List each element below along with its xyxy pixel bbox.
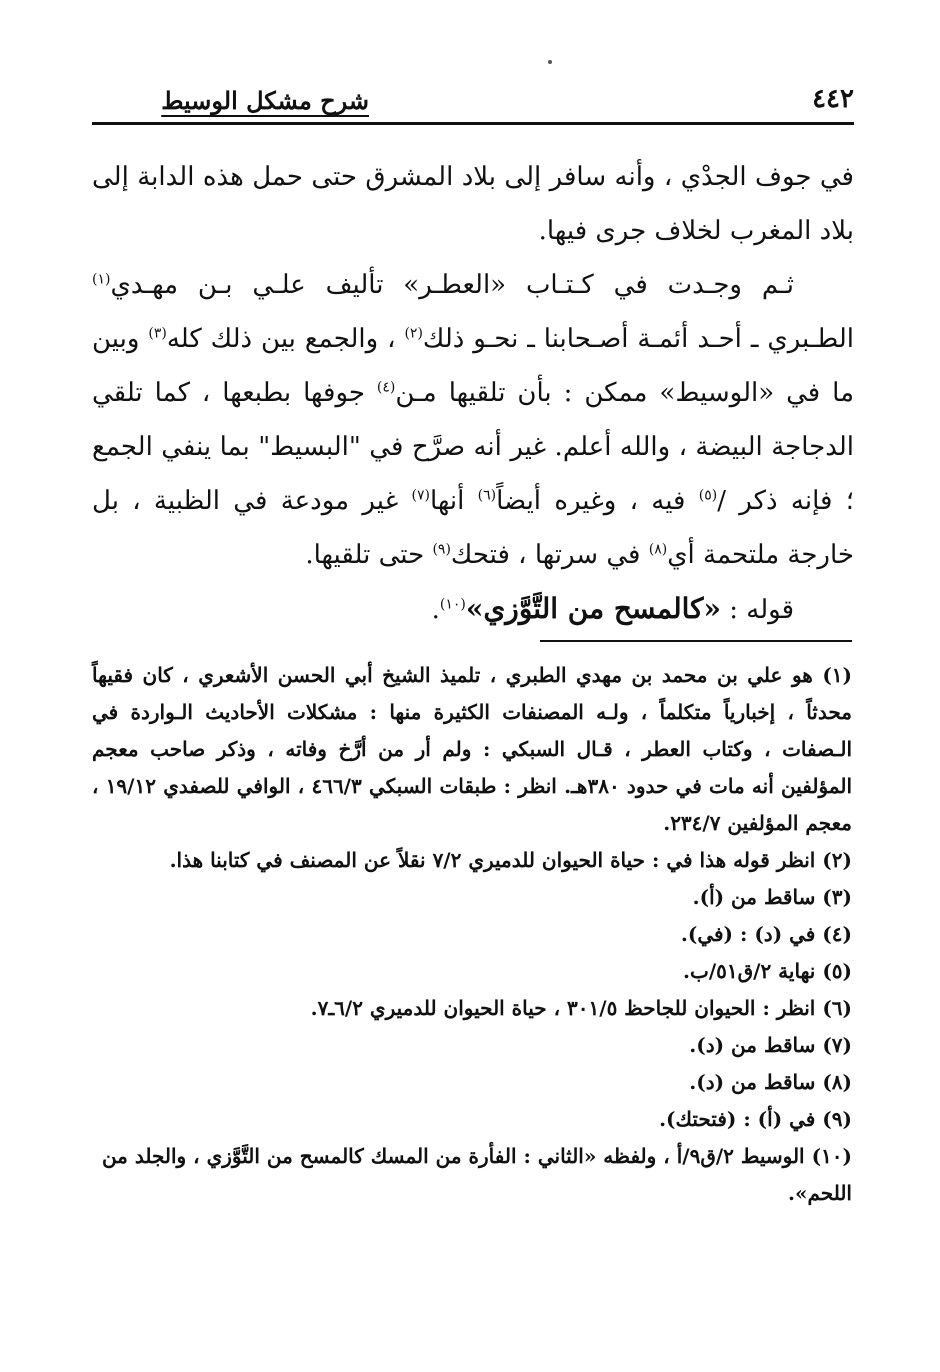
footnote-6: (٦) انظر : الحيوان للجاحظ ٣٠١/٥ ، حياة الحيوان للدميري ٦/٢ـ٧. [310, 996, 852, 1020]
text-run: حتى تلقيها. [305, 540, 433, 570]
text-run: فيه ، وغيره أيضاً [496, 486, 699, 516]
footnote-ref: (٥) [698, 487, 718, 504]
footnote-2: (٢) انظر قوله هذا في : حياة الحيوان للدميري ٧/٢ نقلاً عن المصنف في كتابنا هذا. [169, 848, 852, 872]
text-run: وبين ما في «الوسيط» ممكن : بأن تلقيها مـن [92, 324, 854, 408]
text-run: جوفها بطبعها ، كما تلقي الدجاجة البيضة ، والله أعلم. غير أنه صرَّح في "البسيط" بما ينفي الجمع ؛ فإنه ذكر / [92, 378, 854, 516]
text-run: الطـبري ـ أحـد أئمـة أصـحابنا ـ نحـو ذلك [422, 324, 854, 354]
footnote-7: (٧) ساقط من (د). [689, 1033, 852, 1057]
text-run: في سرتها ، فتحك [450, 540, 649, 570]
paragraph-2 [92, 258, 854, 582]
footnote-3: (٣) ساقط من (أ). [692, 885, 852, 909]
text-run: أنها [429, 486, 478, 516]
footnote-ref: (٤) [376, 379, 396, 396]
text-run: غير مودعة في الظبية ، بل خارجة ملتحمة أي [92, 486, 854, 570]
text-run: قوله : [720, 595, 794, 625]
footnote-ref: (٣) [148, 325, 167, 342]
text-run: . [431, 595, 440, 625]
footnote-9: (٩) في (أ) : (فتحتك). [659, 1107, 852, 1131]
page-header [92, 82, 854, 125]
footnote-8: (٨) ساقط من (د). [689, 1070, 852, 1094]
text-run: ، والجمع بين ذلك كله [166, 324, 405, 354]
running-title: شرح مشكل الوسيط [161, 86, 369, 115]
footnote-ref: (٧) [411, 487, 430, 504]
scan-dot [548, 60, 552, 64]
paragraph-3 [92, 582, 854, 637]
text-run: ثـم وجـدت في كـتـاب «العطـر» تأليف علـي بـن مهـدي [110, 270, 794, 300]
quoted-phrase: «كالمسح من التَّوَّزي» [465, 592, 721, 625]
footnote-ref: (١) [92, 271, 111, 288]
main-text [92, 150, 854, 637]
footnote-4: (٤) في (د) : (في). [680, 922, 852, 946]
footnote-5: (٥) نهاية ٢/ق٥١/ب. [683, 959, 852, 983]
footnote-separator [540, 640, 852, 642]
footnote-ref: (٨) [648, 541, 668, 558]
footnote-ref: (٦) [477, 487, 497, 504]
footnote-ref: (١٠) [439, 596, 466, 613]
footnote-10: (١٠) الوسيط ٢/ق٩/أ ، ولفظه «الثاني : الفأرة من المسك كالمسح من التَّوَّزي ، والجلد من اللحم». [101, 1144, 852, 1205]
paragraph-1: في جوف الجدْي ، وأنه سافر إلى بلاد المشرق حتى حمل هذه الدابة إلى بلاد المغرب لخلاف جرى فيها. [92, 162, 854, 246]
footnote-ref: (٩) [432, 541, 451, 558]
page-number: ٤٤٢ [812, 84, 854, 114]
footnotes [92, 657, 852, 1212]
footnote-1: (١) هو علي بن محمد بن مهدي الطبري ، تلميذ الشيخ أبي الحسن الأشعري ، كان فقيهاً محدثاً ، إخبارياً متكلماً ، ولـه المصنفات الكثيرة منها : مشكلات الأحاديث الـواردة في الـصفات ، وكتاب العطر ، قـال السبكي : ولم أر من أرَّخ وفاته ، وذكر صاحب معجم المؤلفين أنه مات في حدود ٣٨٠هـ. انظر : طبقات السبكي ٤٦٦/٣ ، الوافي للصفدي ١٩/١٢ ، معجم المؤلفين ٢٣٤/٧. [92, 663, 852, 835]
footnote-ref: (٢) [404, 325, 423, 342]
